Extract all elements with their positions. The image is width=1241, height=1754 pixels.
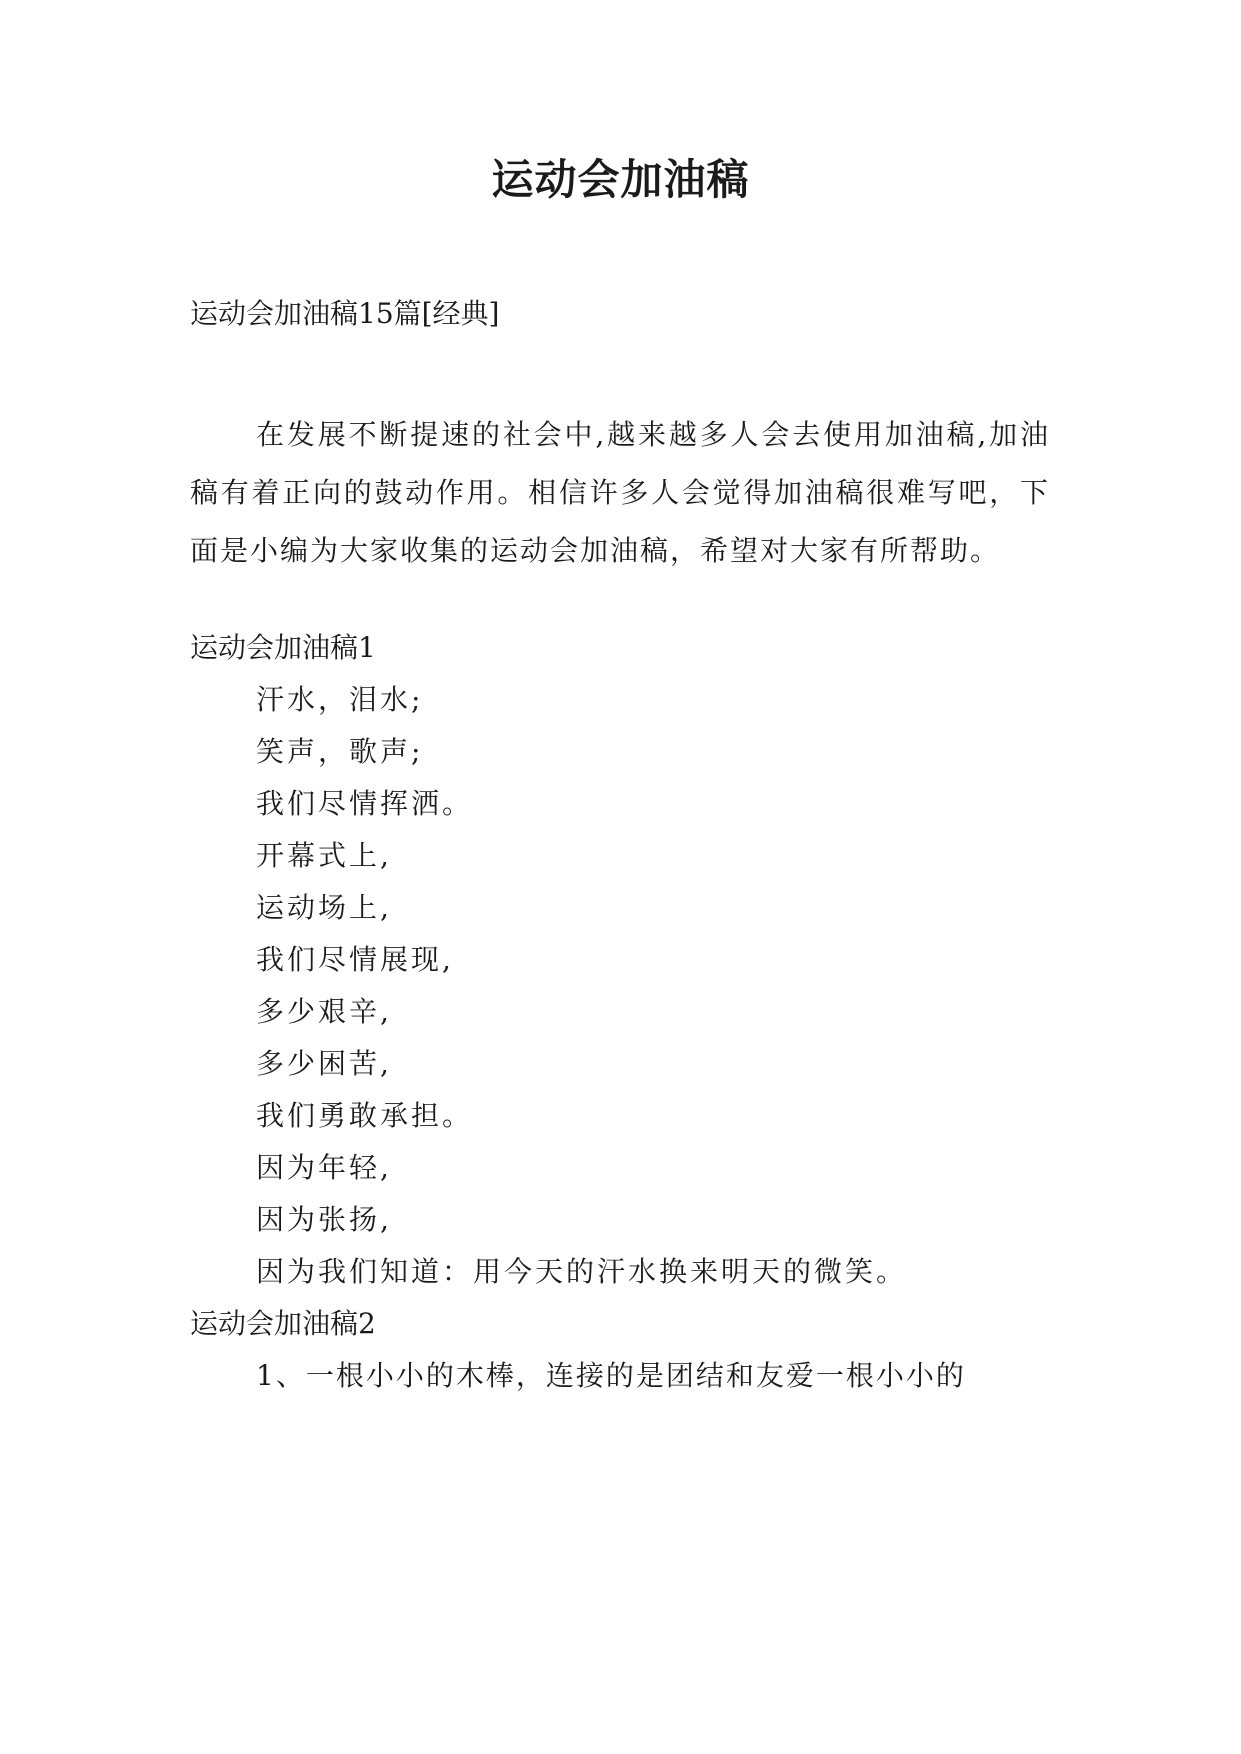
- poem-line: 因为我们知道：用今天的汗水换来明天的微笑。: [256, 1255, 908, 1288]
- paragraph-line: 1、一根小小的木棒，连接的是团结和友爱一根小小的: [256, 1359, 966, 1392]
- poem-line: 我们尽情挥洒。: [256, 787, 474, 820]
- poem-line: 多少艰辛,: [256, 995, 392, 1028]
- poem-line: 我们尽情展现,: [256, 943, 454, 976]
- poem-line: 因为张扬,: [256, 1203, 392, 1236]
- poem-line: 汗水，泪水;: [256, 683, 424, 716]
- poem-line: 我们勇敢承担。: [256, 1099, 474, 1132]
- section-heading-2: 运动会加油稿2: [190, 1307, 376, 1340]
- document-title: 运动会加油稿: [491, 155, 750, 204]
- poem-line: 因为年轻,: [256, 1151, 392, 1184]
- poem-line: 笑声，歌声;: [256, 735, 424, 768]
- poem-line: 多少困苦,: [256, 1047, 392, 1080]
- poem-line: 运动场上,: [256, 891, 392, 924]
- section-heading-1: 运动会加油稿1: [190, 631, 376, 664]
- intro-paragraph: 在发展不断提速的社会中,越来越多人会去使用加油稿,加油稿有着正向的鼓动作用。相信许多人会觉得加油稿很难写吧，下面是小编为大家收集的运动会加油稿，希望对大家有所帮助。: [190, 418, 1050, 567]
- poem-line: 开幕式上,: [256, 839, 392, 872]
- document-subtitle: 运动会加油稿15篇[经典]: [190, 297, 500, 330]
